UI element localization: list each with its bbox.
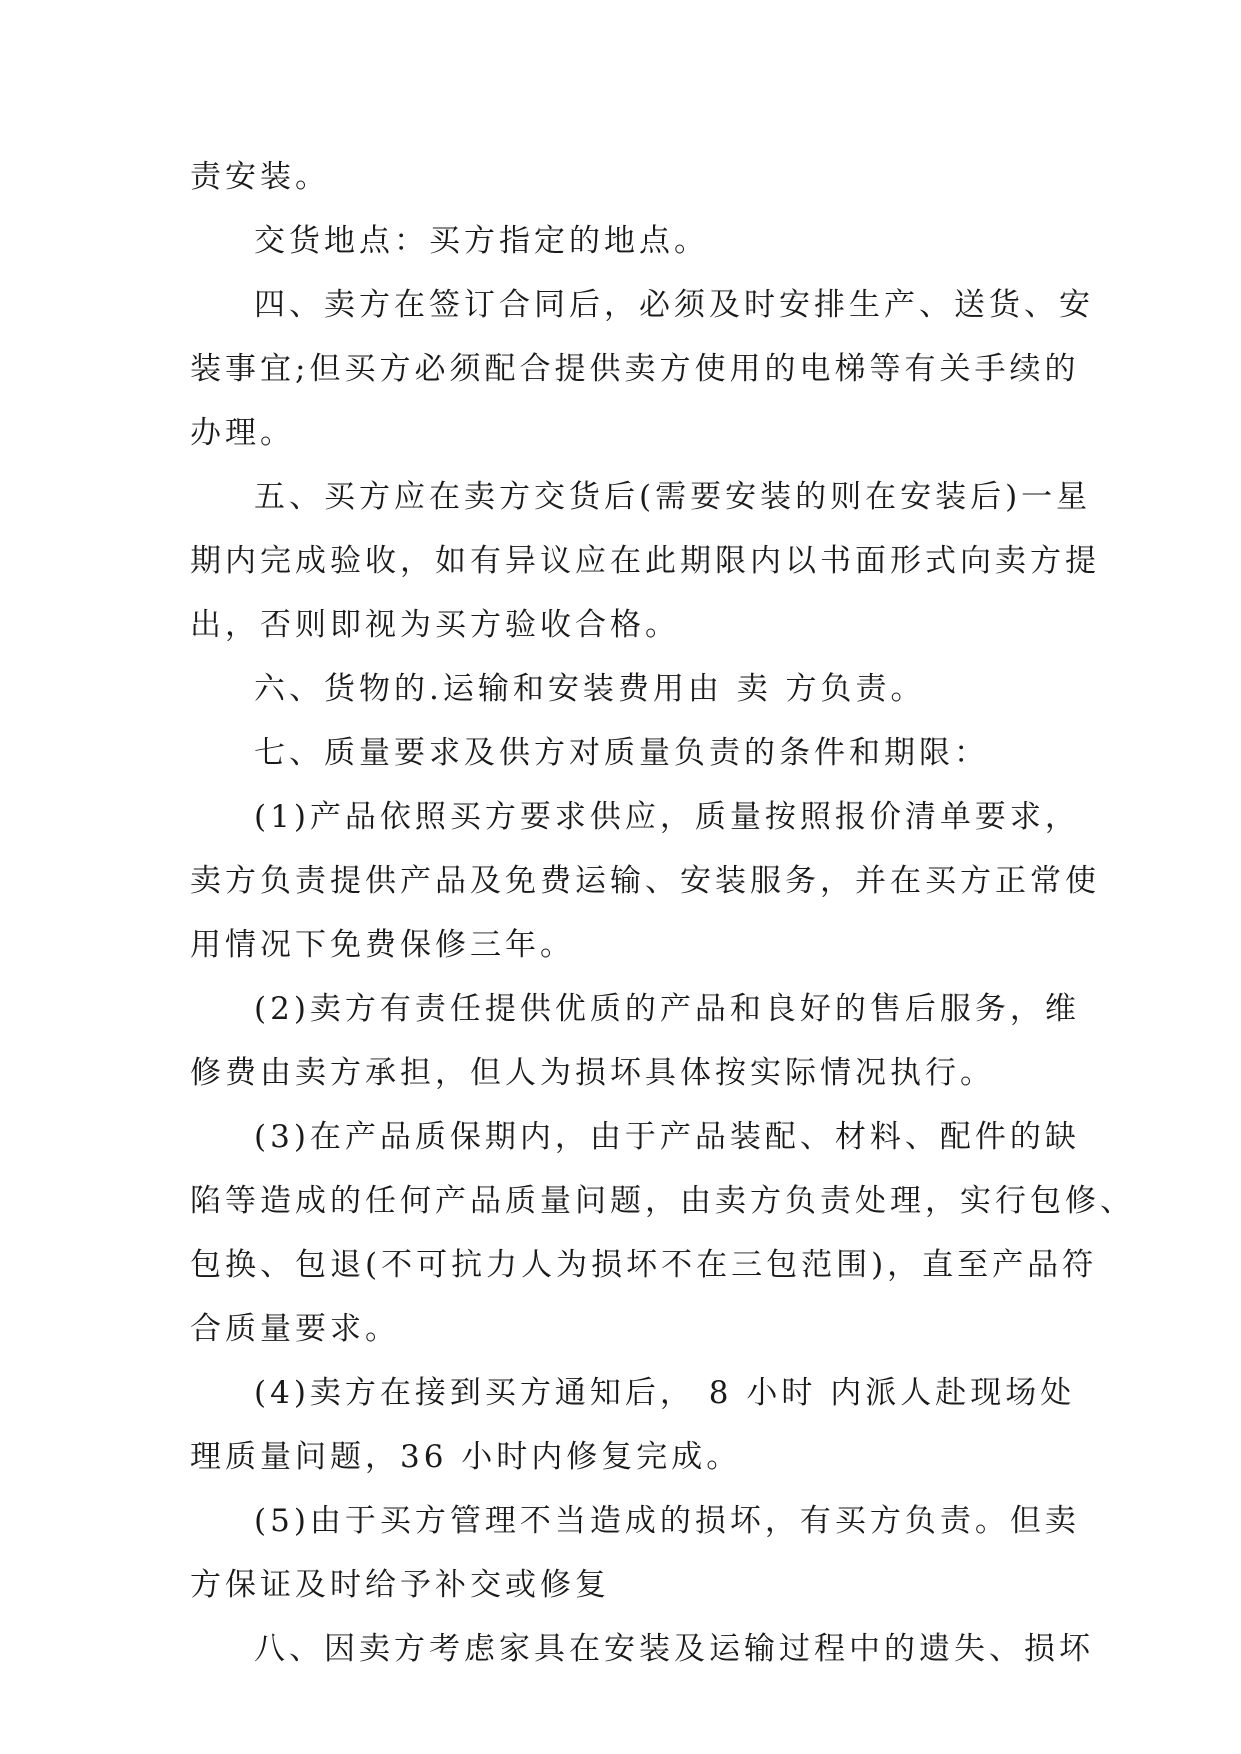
- text-line: 方保证及时给予补交或修复: [190, 1567, 610, 1603]
- text-line: (4)卖方在接到买方通知后， 8 小时 内派人赴现场处: [254, 1375, 1076, 1411]
- text-line: 合质量要求。: [190, 1311, 400, 1347]
- text-line: 期内完成验收，如有异议应在此期限内以书面形式向卖方提: [190, 543, 1100, 579]
- text-line: 四、卖方在签订合同后，必须及时安排生产、送货、安: [254, 287, 1094, 323]
- text-line: 八、因卖方考虑家具在安装及运输过程中的遗失、损坏: [254, 1631, 1094, 1667]
- text-line: 出，否则即视为买方验收合格。: [190, 607, 680, 643]
- text-line: 七、质量要求及供方对质量负责的条件和期限：: [254, 735, 989, 771]
- text-line: 装事宜;但买方必须配合提供卖方使用的电梯等有关手续的: [190, 351, 1080, 387]
- text-line: 修费由卖方承担，但人为损坏具体按实际情况执行。: [190, 1055, 995, 1091]
- text-line: (1)产品依照买方要求供应，质量按照报价清单要求，: [254, 799, 1080, 835]
- text-line: 包换、包退(不可抗力人为损坏不在三包范围)，直至产品符: [190, 1247, 1098, 1283]
- text-line: 办理。: [190, 415, 295, 451]
- text-line: 责安装。: [190, 159, 330, 195]
- text-line: 卖方负责提供产品及免费运输、安装服务，并在买方正常使: [190, 863, 1100, 899]
- text-line: 理质量问题，36 小时内修复完成。: [190, 1439, 742, 1475]
- text-line: 交货地点：买方指定的地点。: [254, 223, 709, 259]
- text-line: 陷等造成的任何产品质量问题，由卖方负责处理，实行包修、: [190, 1183, 1135, 1219]
- text-line: (3)在产品质保期内，由于产品装配、材料、配件的缺: [254, 1119, 1080, 1155]
- text-line: 用情况下免费保修三年。: [190, 927, 575, 963]
- text-line: 六、货物的.运输和安装费用由 卖 方负责。: [254, 671, 926, 707]
- text-line: (2)卖方有责任提供优质的产品和良好的售后服务，维: [254, 991, 1080, 1027]
- text-line: (5)由于买方管理不当造成的损坏，有买方负责。但卖: [254, 1503, 1080, 1539]
- text-line: 五、买方应在卖方交货后(需要安装的则在安装后)一星: [254, 479, 1092, 515]
